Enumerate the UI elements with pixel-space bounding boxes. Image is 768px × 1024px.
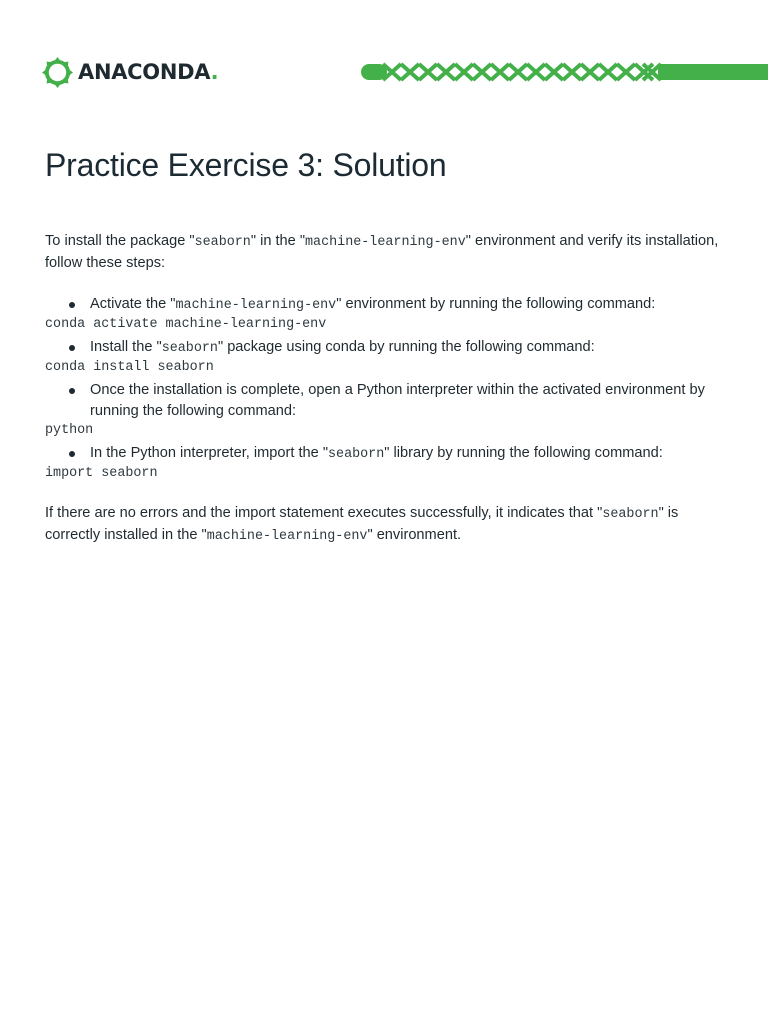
inline-code: machine-learning-env bbox=[206, 529, 368, 544]
command-import: import seaborn bbox=[45, 466, 158, 481]
banner-bar-right bbox=[658, 64, 768, 80]
page-title: Practice Exercise 3: Solution bbox=[45, 147, 447, 183]
decorative-banner bbox=[361, 61, 768, 83]
command-python: python bbox=[45, 423, 94, 438]
banner-cross-pattern bbox=[383, 64, 661, 80]
steps-list bbox=[45, 337, 725, 359]
step-activate: Activate the "machine-learning-env" environment by running the following command: bbox=[45, 294, 725, 316]
page-header bbox=[0, 0, 768, 110]
steps-list bbox=[45, 443, 725, 465]
anaconda-ring-icon bbox=[42, 57, 73, 88]
steps-list bbox=[45, 294, 725, 316]
steps-list bbox=[45, 380, 725, 422]
intro-paragraph: To install the package "seaborn" in the "machine-learning-env" environment and verify its installation, follow these steps: bbox=[45, 233, 719, 271]
inline-code: seaborn bbox=[161, 341, 218, 356]
document-body bbox=[45, 231, 725, 547]
inline-code: seaborn bbox=[194, 235, 251, 250]
inline-code: seaborn bbox=[328, 447, 385, 462]
closing-paragraph: If there are no errors and the import statement executes successfully, it indicates that "seaborn" is correctly installed in the "machine-learning-env" environment. bbox=[45, 505, 679, 544]
inline-code: seaborn bbox=[602, 507, 659, 522]
step-open-python: Once the installation is complete, open a Python interpreter within the activated environment by running the following command: bbox=[45, 380, 725, 422]
step-install: Install the "seaborn" package using conda by running the following command: bbox=[45, 337, 725, 359]
command-install: conda install seaborn bbox=[45, 360, 214, 375]
command-activate: conda activate machine-learning-env bbox=[45, 317, 327, 332]
anaconda-logo bbox=[42, 56, 218, 88]
inline-code: machine-learning-env bbox=[305, 235, 466, 250]
brand-dot: . bbox=[210, 60, 219, 84]
step-import: In the Python interpreter, import the "seaborn" library by running the following command: bbox=[45, 443, 725, 465]
brand-name: ANACONDA. bbox=[78, 60, 219, 84]
inline-code: machine-learning-env bbox=[175, 298, 337, 313]
